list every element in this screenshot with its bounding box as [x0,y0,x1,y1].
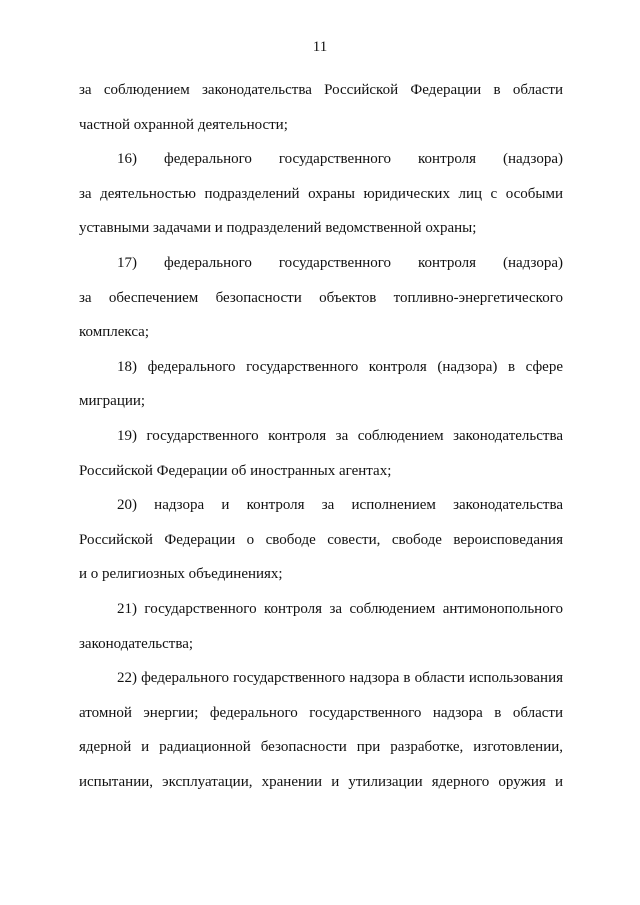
list-item-16 [79,142,563,246]
list-item-21 [79,592,563,661]
text-line: 16) федерального государственного контроля (надзора) [117,151,563,168]
text-line: законодательства; [79,635,194,652]
text-line: 22) федерального государственного надзора в области использования [117,670,563,687]
text-line: 20) надзора и контроля за исполнением законодательства [117,497,563,514]
text-line: атомной энергии; федерального государственного надзора в области [79,704,563,721]
list-item-19 [79,419,563,488]
text-line: 18) федерального государственного контроля (надзора) в сфере [117,358,563,375]
paragraph-continuation [79,73,563,142]
text-line: испытании, эксплуатации, хранении и утилизации ядерного оружия и [79,773,563,790]
list-item-18 [79,350,563,419]
page-number: 11 [312,39,328,55]
text-line: ядерной и радиационной безопасности при разработке, изготовлении, [79,739,563,756]
text-line: частной охранной деятельности; [79,116,288,133]
text-line: 21) государственного контроля за соблюдением антимонопольного [117,600,563,617]
text-line: 17) федерального государственного контроля (надзора) [117,254,563,271]
text-line: Российской Федерации о свободе совести, свободе вероисповедания [79,531,563,548]
document-body [79,73,563,799]
list-item-22 [79,661,563,799]
text-line: и о религиозных объединениях; [79,566,283,583]
text-line: за деятельностью подразделений охраны юридических лиц с особыми [79,185,563,202]
text-line: 19) государственного контроля за соблюдением законодательства [117,427,563,444]
text-line: комплекса; [79,324,149,341]
list-item-17 [79,246,563,350]
list-item-20 [79,488,563,592]
text-line: Российской Федерации об иностранных агентах; [79,462,392,479]
text-line: уставными задачами и подразделений ведомственной охраны; [79,220,477,237]
text-line: за соблюдением законодательства Российской Федерации в области [79,82,563,98]
text-line: миграции; [79,393,146,410]
text-line: за обеспечением безопасности объектов топливно-энергетического [79,289,563,306]
